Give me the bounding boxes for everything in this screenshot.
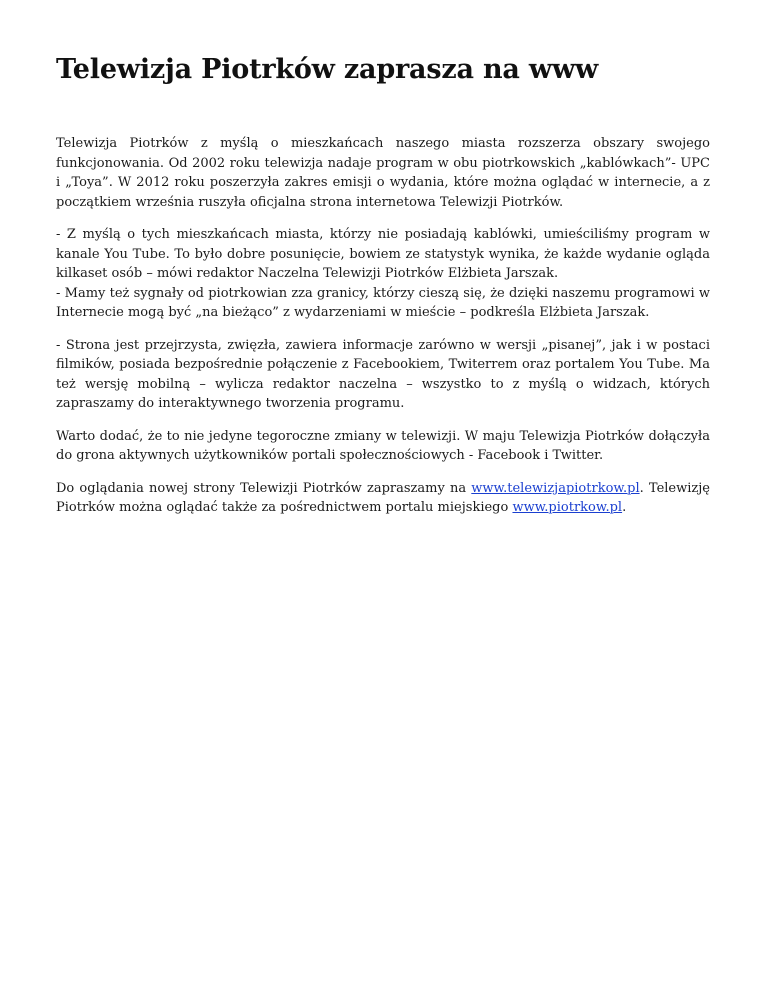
links-text-part1: Do oglądania nowej strony Telewizji Piotrków zapraszamy na [56, 480, 472, 496]
links-text-part2: . Telewizję Piotrków można oglądać także za pośrednictwem portalu miejskiego [56, 480, 710, 515]
paragraph-social-media: Warto dodać, że to nie jedyne tegoroczne zmiany w telewizji. W maju Telewizja Piotrków dołączyła do grona aktywnych użytkowników portali społecznościowych - Facebook i Twitter. [56, 428, 710, 463]
paragraph-links [56, 479, 710, 518]
link-telewizjapiotrkow[interactable]: www.telewizjapiotrkow.pl [471, 480, 640, 496]
article-title: Telewizja Piotrków zaprasza na www [56, 54, 599, 85]
quote-line-abroad: - Mamy też sygnały od piotrkowian zza granicy, którzy cieszą się, że dzięki naszemu programowi w Internecie mogą być „na bieżąco” z wydarzeniami w mieście – podkreśla Elżbieta Jarszak. [56, 285, 710, 320]
quote-line-youtube: - Z myślą o tych mieszkańcach miasta, którzy nie posiadają kablówki, umieściliśmy program w kanale You Tube. To było dobre posunięcie, bowiem ze statystyk wynika, że każde wydanie ogląda kilkaset osób – mówi redaktor Naczelna Telewizji Piotrków Elżbieta Jarszak. [56, 227, 710, 281]
paragraph-quote-youtube [56, 225, 710, 323]
link-piotrkow[interactable]: www.piotrkow.pl [512, 500, 623, 515]
paragraph-intro: Telewizja Piotrków z myślą o mieszkańcach naszego miasta rozszerza obszary swojego funkcjonowania. Od 2002 roku telewizja nadaje program w obu piotrkowskich „kablówkach”- UPC i „Toya”. W 2012 roku poszerzyła zakres emisji o wydania, które można oglądać w internecie, a z początkiem września ruszyła oficjalna strona internetowa Telewizji Piotrków. [56, 136, 710, 210]
document-page [56, 52, 710, 531]
paragraph-quote-website: - Strona jest przejrzysta, zwięzła, zawiera informacje zarówno w wersji „pisanej”, jak i w postaci filmików, posiada bezpośrednie połączenie z Facebookiem, Twiterrem oraz portalem You Tube. Ma też wersję mobilną – wylicza redaktor naczelna – wszystko to z myślą o widzach, których zapraszamy do interaktywnego tworzenia programu. [56, 337, 710, 411]
links-text-part3: . [622, 500, 627, 515]
